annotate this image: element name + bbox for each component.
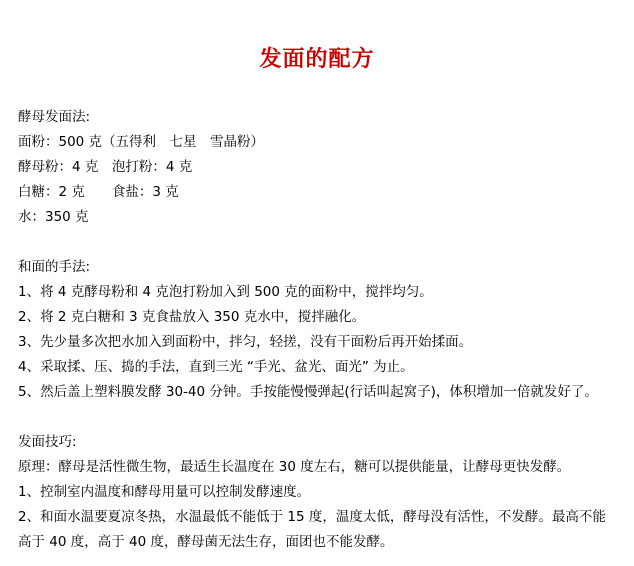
section-ingredients [18, 105, 616, 230]
text-line: 水：350 克 [18, 209, 89, 225]
document-body [0, 105, 634, 555]
text-line: 面粉：500 克（五得利 七星 雪晶粉） [18, 134, 265, 150]
section-heading: 酵母发面法: [18, 109, 91, 125]
section-spacer [18, 230, 616, 255]
text-line: 5、然后盖上塑料膜发酵 30-40 分钟。手按能慢慢弹起(行话叫起窝子)，体积增加一倍就发好了。 [18, 384, 598, 400]
section-method [18, 255, 616, 405]
text-line: 酵母粉：4 克 泡打粉：4 克 [18, 159, 193, 175]
text-line: 3、先少量多次把水加入到面粉中，拌匀，轻搓，没有干面粉后再开始揉面。 [18, 334, 473, 350]
text-line: 2、和面水温要夏凉冬热，水温最低不能低于 15 度，温度太低，酵母没有活性，不发酵。最高不能高于 40 度，高于 40 度，酵母菌无法生存，面团也不能发酵。 [18, 509, 606, 550]
section-spacer [18, 405, 616, 430]
text-line: 1、控制室内温度和酵母用量可以控制发酵速度。 [18, 484, 311, 500]
section-heading: 发面技巧: [18, 434, 77, 450]
section-tips [18, 430, 616, 555]
text-line: 1、将 4 克酵母粉和 4 克泡打粉加入到 500 克的面粉中，搅拌均匀。 [18, 284, 433, 300]
text-line: 原理：酵母是活性微生物，最适生长温度在 30 度左右，糖可以提供能量，让酵母更快发酵。 [18, 459, 571, 475]
page-title: 发面的配方 [259, 46, 375, 72]
text-line: 白糖：2 克 食盐：3 克 [18, 184, 179, 200]
text-line: 4、采取揉、压、捣的手法，直到三光 “手光、盆光、面光” 为止。 [18, 359, 414, 375]
section-heading: 和面的手法: [18, 259, 91, 275]
text-line: 2、将 2 克白糖和 3 克食盐放入 350 克水中，搅拌融化。 [18, 309, 366, 325]
